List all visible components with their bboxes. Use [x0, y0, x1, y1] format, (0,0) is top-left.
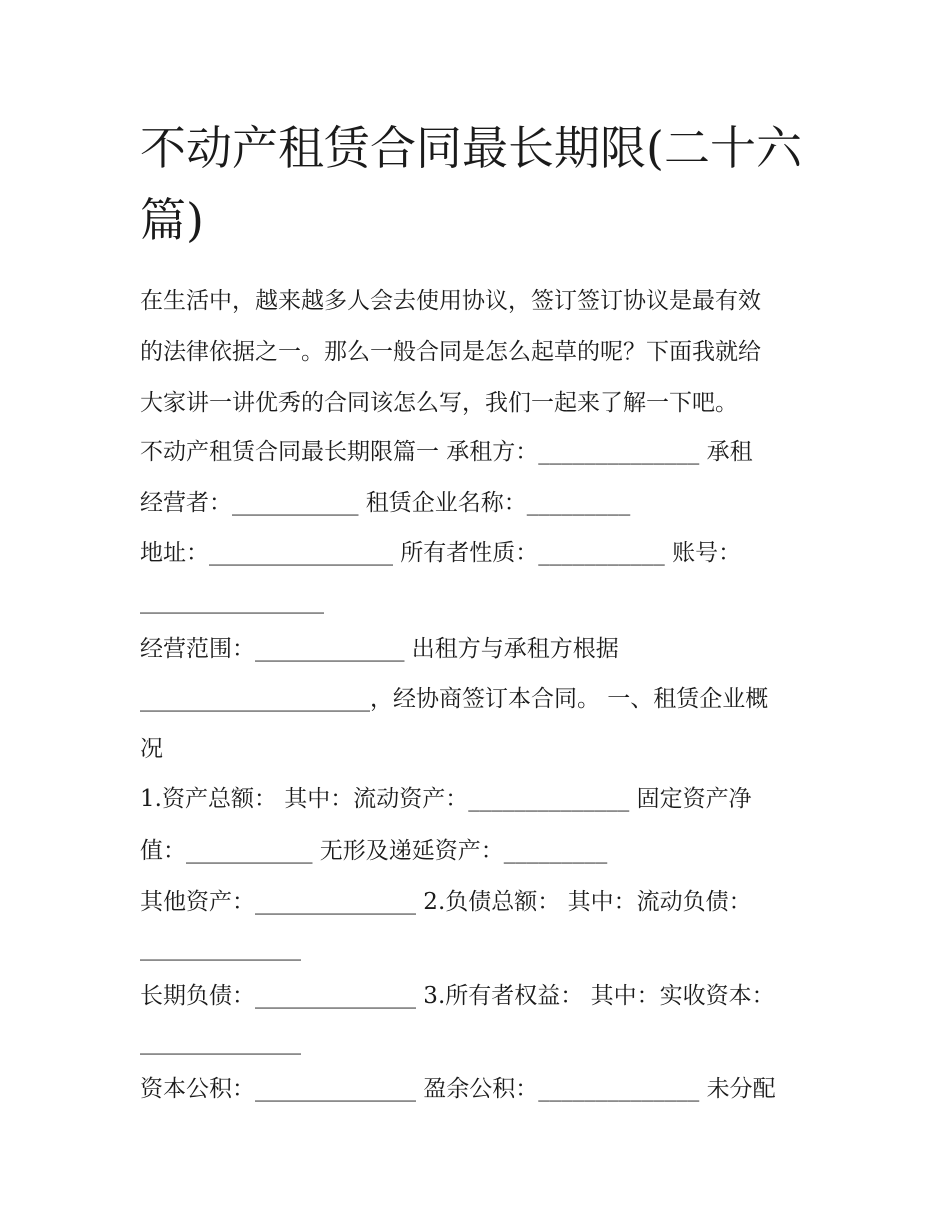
- body-line: ______________: [140, 935, 301, 961]
- body-line: 大家讲一讲优秀的合同该怎么写，我们一起来了解一下吧。: [140, 390, 738, 416]
- document-title: 不动产租赁合同最长期限(二十六篇): [140, 121, 802, 247]
- body-line: ________________: [140, 588, 324, 614]
- body-line: 长期负债：______________ 3.所有者权益： 其中：实收资本：: [140, 983, 775, 1009]
- body-line: ______________: [140, 1029, 301, 1055]
- body-line: 其他资产：______________ 2.负债总额： 其中：流动负债：: [140, 889, 752, 915]
- body-line: ____________________，经协商签订本合同。 一、租赁企业概: [140, 686, 769, 712]
- body-line: 经营范围：_____________ 出租方与承租方根据: [140, 636, 619, 662]
- body-line: 值：___________ 无形及递延资产：_________: [140, 838, 608, 864]
- body-line: 况: [140, 736, 163, 762]
- body-line: 资本公积：______________ 盈余公积：______________ 未分配: [140, 1076, 776, 1102]
- body-line: 在生活中，越来越多人会去使用协议，签订签订协议是最有效: [140, 288, 761, 314]
- body-line: 不动产租赁合同最长期限篇一 承租方：______________ 承租: [140, 439, 753, 465]
- body-line: 经营者：___________ 租赁企业名称：_________: [140, 490, 631, 516]
- body-line: 1.资产总额： 其中：流动资产：______________ 固定资产净: [140, 786, 752, 812]
- body-line: 的法律依据之一。那么一般合同是怎么起草的呢？下面我就给: [140, 339, 761, 365]
- body-line: 地址：________________ 所有者性质：___________ 账号：: [140, 540, 742, 566]
